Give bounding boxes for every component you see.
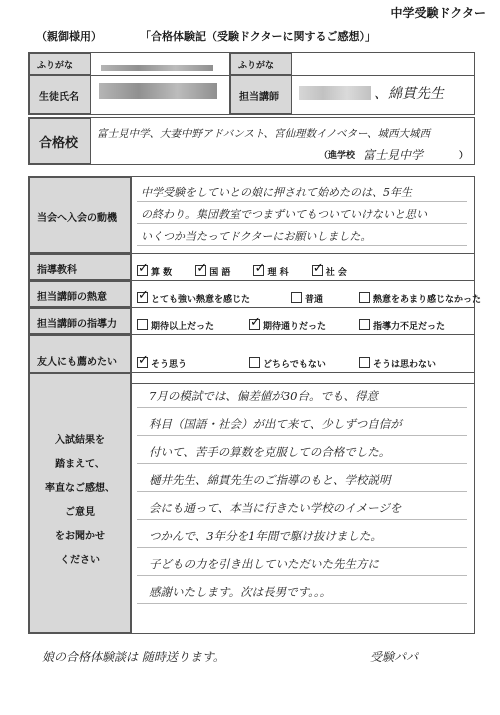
impressions-label: 入試結果を 踏まえて、 率直なご感想、 ご意見 をお聞かせ ください [45, 435, 115, 566]
student-name-label: 生徒氏名 [39, 92, 79, 103]
form-title: 「合格体験記（受験ドクターに関するご感想）」 [140, 30, 377, 43]
ability-label: 担当講師の指導力 [37, 319, 117, 330]
subject-science[interactable]: ✓ 理 科 [253, 260, 288, 279]
motive-line-1: 中学受験をしていとの娘に押されて始めたのは、5年生 [141, 186, 412, 199]
recommend-checkbox-1[interactable] [137, 357, 148, 368]
redacted-student-name [99, 83, 217, 99]
enrolled-school-close: ） [459, 151, 469, 161]
social-checkbox[interactable] [312, 265, 323, 276]
impressions-block [28, 372, 475, 634]
subject-social[interactable]: ✓ 社 会 [312, 260, 347, 279]
ability-checkbox-1[interactable] [137, 319, 148, 330]
redacted-furigana [101, 65, 213, 71]
impressions-line-6: つかんで、3年分を1年間で駆け抜けました。 [149, 529, 382, 543]
subjects-options [137, 260, 347, 279]
ability-checkbox-2[interactable] [249, 319, 260, 330]
subject-math[interactable]: ✓ 算 数 [137, 260, 172, 279]
enrolled-school-value: 富士見中学 [363, 148, 424, 162]
recommend-checkbox-2[interactable] [249, 357, 260, 368]
footer-note: 娘の合格体験談は 随時送ります。 [42, 650, 225, 664]
audience-label: （親御様用） [36, 30, 102, 43]
ability-opt-1[interactable]: 期待以上だった [137, 314, 214, 333]
passed-schools-block [28, 117, 475, 165]
enthusiasm-checkbox-3[interactable] [359, 292, 370, 303]
teacher-label: 担当講師 [239, 92, 279, 103]
recommend-checkbox-3[interactable] [359, 357, 370, 368]
enthusiasm-label: 担当講師の熱意 [37, 292, 107, 303]
recommend-label: 友人にも薦めたい [37, 357, 117, 368]
motive-line-3: いくつか当たってドクターにお願いしました。 [141, 230, 372, 243]
impressions-line-3: 付いて、苦手の算数を克服しての合格でした。 [149, 445, 391, 459]
enthusiasm-opt-2[interactable]: 普通 [291, 287, 323, 306]
impressions-line-1: 7月の模試では、偏差値が30台。でも、得意 [149, 389, 378, 403]
enthusiasm-checkbox-2[interactable] [291, 292, 302, 303]
impressions-line-2: 科目（国語・社会）が出て来て、少しずつ自信が [149, 417, 402, 431]
redacted-teacher-name [299, 86, 371, 100]
recommend-opt-3[interactable]: そうは思わない [359, 352, 436, 371]
subject-japanese[interactable]: ✓ 国 語 [195, 260, 230, 279]
enthusiasm-opt-3[interactable]: 熱意をあまり感じなかった [359, 287, 481, 306]
enrolled-school-label: （進学校 [319, 151, 356, 161]
survey-table [28, 176, 482, 384]
ability-opt-3[interactable]: 指導力不足だった [359, 314, 445, 333]
motive-line-2: の終わり。集団教室でつまずいてもついていけないと思い [141, 208, 427, 221]
recommend-opt-2[interactable]: どちらでもない [249, 352, 326, 371]
passed-schools-value: 富士見中学、大妻中野アドバンスト、宮仙理数イノベター、城西大城西 [97, 128, 431, 140]
ability-opt-2[interactable]: ✓ 期待通りだった [249, 314, 326, 333]
teacher-furigana-label: ふりがな [238, 61, 275, 71]
science-checkbox[interactable] [253, 265, 264, 276]
motive-label: 当会へ入会の動機 [37, 213, 117, 224]
impressions-line-4: 樋井先生、綿貫先生のご指導のもと、学校説明 [149, 473, 391, 487]
brand-name: 中学受験ドクター [390, 6, 486, 20]
signature: 受験パパ [370, 650, 419, 664]
impressions-line-5: 会にも通って、本当に行きたい学校のイメージを [149, 501, 402, 515]
furigana-label: ふりがな [37, 61, 74, 71]
impressions-line-7: 子どもの力を引き出していただいた先生方に [149, 557, 379, 571]
recommend-opt-1[interactable]: ✓ そう思う [137, 352, 187, 371]
passed-schools-label: 合格校 [39, 136, 79, 151]
ability-checkbox-3[interactable] [359, 319, 370, 330]
subjects-label: 指導教科 [37, 265, 77, 276]
info-block [28, 52, 475, 115]
japanese-checkbox[interactable] [195, 265, 206, 276]
enthusiasm-checkbox-1[interactable] [137, 292, 148, 303]
math-checkbox[interactable] [137, 265, 148, 276]
impressions-line-8: 感謝いたします。次は長男です。。。 [149, 585, 332, 599]
teacher-value: 、綿貫先生 [374, 86, 444, 102]
enthusiasm-opt-1[interactable]: ✓ とても強い熱意を感じた [137, 287, 250, 306]
